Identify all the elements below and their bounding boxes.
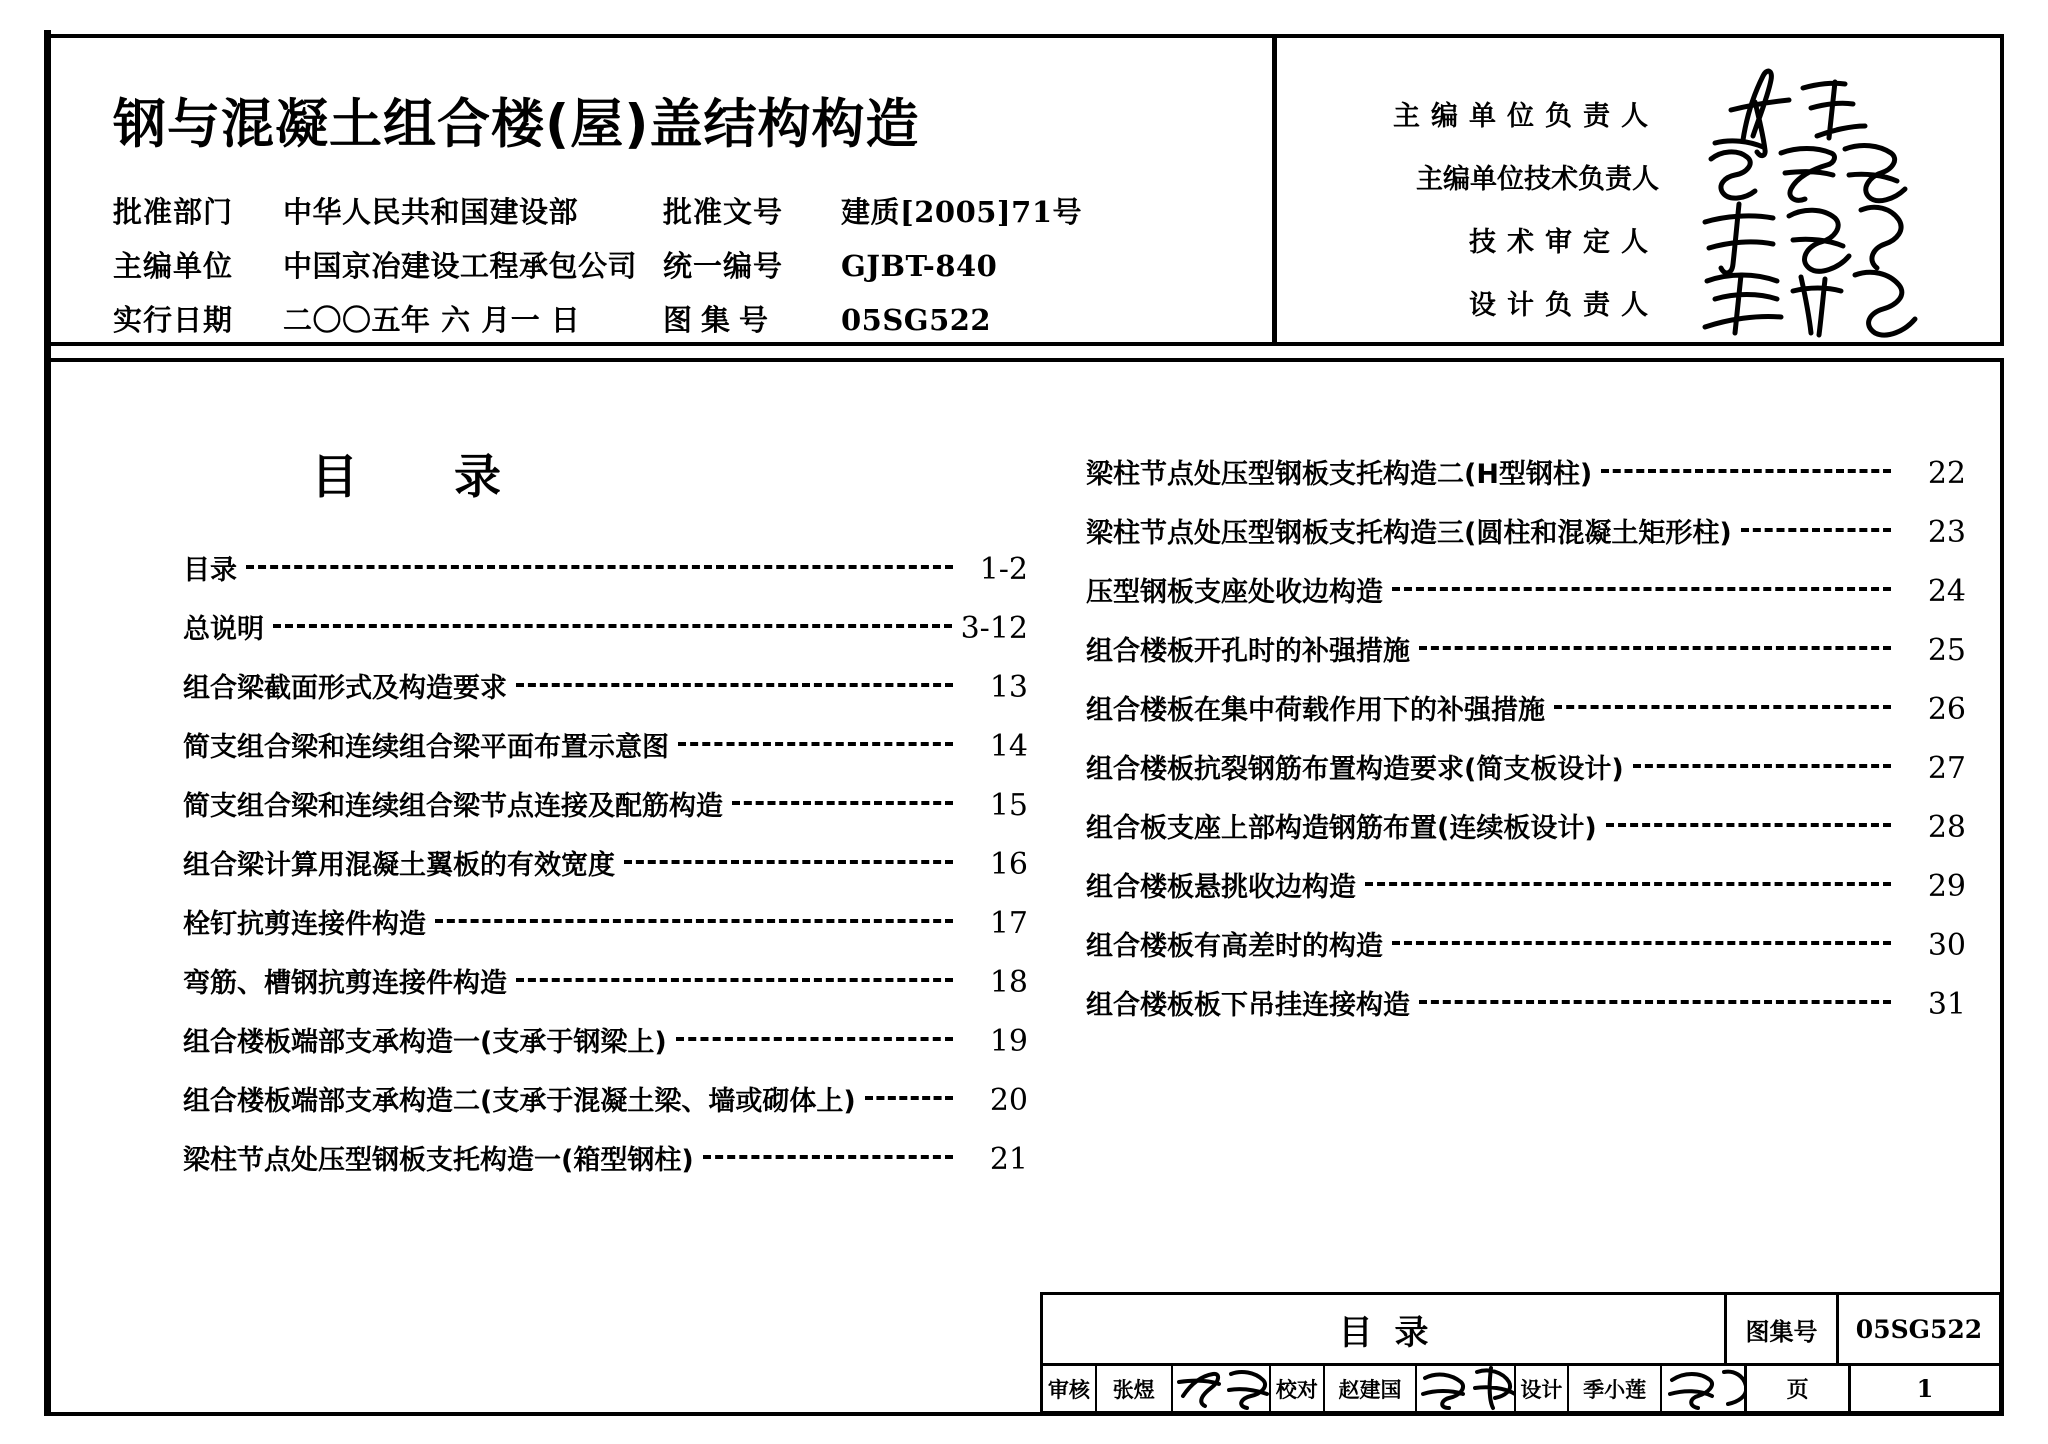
role-label-checker: 校对: [1271, 1366, 1325, 1411]
toc-item[interactable]: [183, 961, 1028, 1020]
toc-item-title: 组合楼板板下吊挂连接构造: [1086, 990, 1410, 1021]
title-block-lower-row: [1043, 1366, 1999, 1411]
handwritten-signature-icon: [1662, 1366, 1747, 1411]
toc-item-page: 18: [989, 965, 1028, 1000]
meta-value-atlas-no: 05SG522: [841, 303, 992, 337]
meta-value-approval-dept: 中华人民共和国建设部: [283, 195, 579, 229]
toc-item-page: 25: [1927, 633, 1966, 668]
toc-leader-dashes: [1601, 464, 1891, 476]
toc-leader-dashes: [624, 855, 953, 867]
toc-item-title: 栓钉抗剪连接件构造: [183, 909, 426, 940]
toc-item[interactable]: [1086, 806, 1966, 865]
toc-item-title: 组合楼板开孔时的补强措施: [1086, 636, 1410, 667]
toc-item-title: 目录: [183, 555, 237, 586]
toc-item[interactable]: [183, 725, 1028, 784]
toc-leader-dashes: [435, 914, 953, 926]
toc-leader-dashes: [273, 619, 952, 631]
toc-item-page: 30: [1927, 928, 1966, 963]
toc-item[interactable]: [1086, 511, 1966, 570]
toc-item[interactable]: [1086, 924, 1966, 983]
toc-item[interactable]: [183, 607, 1028, 666]
toc-right-column: [1086, 452, 1966, 1042]
toc-item[interactable]: [183, 666, 1028, 725]
signature-label-chief-unit-head: 主编单位负责人: [1393, 101, 1659, 132]
toc-leader-dashes: [676, 1032, 953, 1044]
signature-label-chief-unit-tech-head: 主编单位技术负责人: [1416, 164, 1659, 195]
meta-label-unified-no: 统一编号: [663, 249, 784, 283]
toc-item-title: 梁柱节点处压型钢板支托构造二(H型钢柱): [1086, 459, 1593, 490]
toc-item-title: 总说明: [183, 614, 264, 645]
sheet-name: 目录: [1043, 1295, 1727, 1363]
page-title: 钢与混凝土组合楼(屋)盖结构构造: [113, 94, 920, 155]
page-left-border: [44, 30, 51, 1416]
role-name-reviewer: 张煜: [1097, 1366, 1173, 1411]
role-name-checker: 赵建国: [1325, 1366, 1418, 1411]
header-left-panel: [51, 38, 1277, 342]
toc-leader-dashes: [1419, 641, 1891, 653]
toc-item-page: 28: [1927, 810, 1966, 845]
toc-item-title: 组合楼板有高差时的构造: [1086, 931, 1383, 962]
toc-item-title: 组合梁计算用混凝土翼板的有效宽度: [183, 850, 615, 881]
toc-item[interactable]: [183, 1020, 1028, 1079]
toc-item[interactable]: [1086, 865, 1966, 924]
meta-value-effective-date: 二〇〇五年 六 月一 日: [283, 303, 581, 337]
toc-item-title: 组合楼板端部支承构造二(支承于混凝土梁、墙或砌体上): [183, 1086, 856, 1117]
handwritten-signature-icon: [1417, 1366, 1515, 1411]
signature-label-design-head: 设计负责人: [1469, 290, 1659, 321]
toc-item-page: 20: [989, 1083, 1028, 1118]
toc-item-page: 21: [989, 1142, 1028, 1177]
toc-item-title: 组合板支座上部构造钢筋布置(连续板设计): [1086, 813, 1597, 844]
toc-item-page: 17: [989, 906, 1028, 941]
page-number: 1: [1916, 1374, 1934, 1404]
toc-item-page: 19: [989, 1024, 1028, 1059]
toc-leader-dashes: [1392, 582, 1891, 594]
toc-leader-dashes: [1365, 877, 1891, 889]
toc-leader-dashes: [1606, 818, 1891, 830]
toc-leader-dashes: [516, 973, 953, 985]
toc-item-page: 23: [1927, 515, 1966, 550]
title-block-upper-row: [1043, 1295, 1999, 1366]
toc-item[interactable]: [183, 1079, 1028, 1138]
toc-item[interactable]: [183, 1138, 1028, 1197]
handwritten-signature-icon: [1173, 1366, 1271, 1411]
toc-item[interactable]: [1086, 688, 1966, 747]
toc-item[interactable]: [183, 902, 1028, 961]
toc-item[interactable]: [1086, 983, 1966, 1042]
toc-item[interactable]: [183, 548, 1028, 607]
toc-item-title: 组合梁截面形式及构造要求: [183, 673, 507, 704]
drawing-title-block: [1040, 1292, 2002, 1414]
role-label-designer: 设计: [1516, 1366, 1570, 1411]
toc-leader-dashes: [678, 737, 953, 749]
toc-leader-dashes: [516, 678, 953, 690]
atlas-number-label: 图集号: [1727, 1295, 1839, 1363]
meta-label-approval-dept: 批准部门: [113, 195, 234, 229]
toc-item-page: 3-12: [960, 611, 1028, 646]
toc-leader-dashes: [1392, 936, 1891, 948]
toc-leader-dashes: [1554, 700, 1891, 712]
toc-item-title: 压型钢板支座处收边构造: [1086, 577, 1383, 608]
toc-leader-dashes: [246, 560, 953, 572]
toc-item[interactable]: [1086, 629, 1966, 688]
header-signature-panel: [1277, 38, 2000, 342]
toc-item-title: 组合楼板在集中荷载作用下的补强措施: [1086, 695, 1545, 726]
toc-item-title: 弯筋、槽钢抗剪连接件构造: [183, 968, 507, 999]
meta-label-effective-date: 实行日期: [113, 303, 234, 337]
toc-left-column: [183, 548, 1028, 1197]
handwritten-signature-icon: [1685, 271, 1985, 334]
page-label: 页: [1747, 1366, 1851, 1411]
meta-value-unified-no: GJBT-840: [841, 249, 998, 283]
toc-item[interactable]: [183, 784, 1028, 843]
signature-list: [1277, 82, 2000, 334]
toc-item-title: 梁柱节点处压型钢板支托构造三(圆柱和混凝土矩形柱): [1086, 518, 1732, 549]
toc-item-page: 26: [1927, 692, 1966, 727]
meta-label-atlas-no: 图集号: [663, 303, 778, 337]
toc-item-page: 22: [1927, 456, 1966, 491]
toc-item[interactable]: [1086, 747, 1966, 806]
toc-item-page: 27: [1927, 751, 1966, 786]
signature-row: [1277, 271, 2000, 334]
meta-label-approval-no: 批准文号: [663, 195, 784, 229]
toc-item-page: 16: [989, 847, 1028, 882]
toc-item-page: 1-2: [979, 552, 1028, 587]
toc-item[interactable]: [183, 843, 1028, 902]
toc-item-page: 15: [989, 788, 1028, 823]
signature-label-tech-reviewer: 技术审定人: [1469, 227, 1659, 258]
atlas-number-value: 05SG522: [1855, 1314, 1983, 1344]
toc-item-title: 组合楼板抗裂钢筋布置构造要求(简支板设计): [1086, 754, 1624, 785]
toc-item-title: 梁柱节点处压型钢板支托构造一(箱型钢柱): [183, 1145, 694, 1176]
toc-leader-dashes: [1419, 995, 1891, 1007]
toc-item-title: 组合楼板端部支承构造一(支承于钢梁上): [183, 1027, 667, 1058]
toc-item-page: 14: [989, 729, 1028, 764]
toc-item-page: 29: [1927, 869, 1966, 904]
meta-label-chief-unit: 主编单位: [113, 249, 234, 283]
toc-leader-dashes: [865, 1091, 953, 1103]
toc-item-page: 24: [1927, 574, 1966, 609]
toc-item-title: 简支组合梁和连续组合梁节点连接及配筋构造: [183, 791, 723, 822]
toc-leader-dashes: [1633, 759, 1891, 771]
toc-item[interactable]: [1086, 570, 1966, 629]
toc-leader-dashes: [732, 796, 953, 808]
meta-value-chief-unit: 中国京冶建设工程承包公司: [283, 249, 638, 283]
toc-item-page: 31: [1927, 987, 1966, 1022]
header-block: [51, 34, 2004, 346]
toc-item-title: 简支组合梁和连续组合梁平面布置示意图: [183, 732, 669, 763]
meta-row: [113, 244, 1233, 298]
toc-content-block: [51, 358, 2004, 1416]
meta-value-approval-no: 建质[2005]71号: [841, 195, 1083, 229]
role-name-designer: 季小莲: [1569, 1366, 1662, 1411]
toc-leader-dashes: [1741, 523, 1891, 535]
meta-row: [113, 190, 1233, 244]
toc-item[interactable]: [1086, 452, 1966, 511]
toc-item-title: 组合楼板悬挑收边构造: [1086, 872, 1356, 903]
toc-item-page: 13: [989, 670, 1028, 705]
role-label-reviewer: 审核: [1043, 1366, 1097, 1411]
meta-row: [113, 298, 1233, 352]
header-meta-list: [113, 190, 1233, 352]
toc-leader-dashes: [703, 1150, 953, 1162]
toc-heading: 目录: [311, 450, 597, 505]
